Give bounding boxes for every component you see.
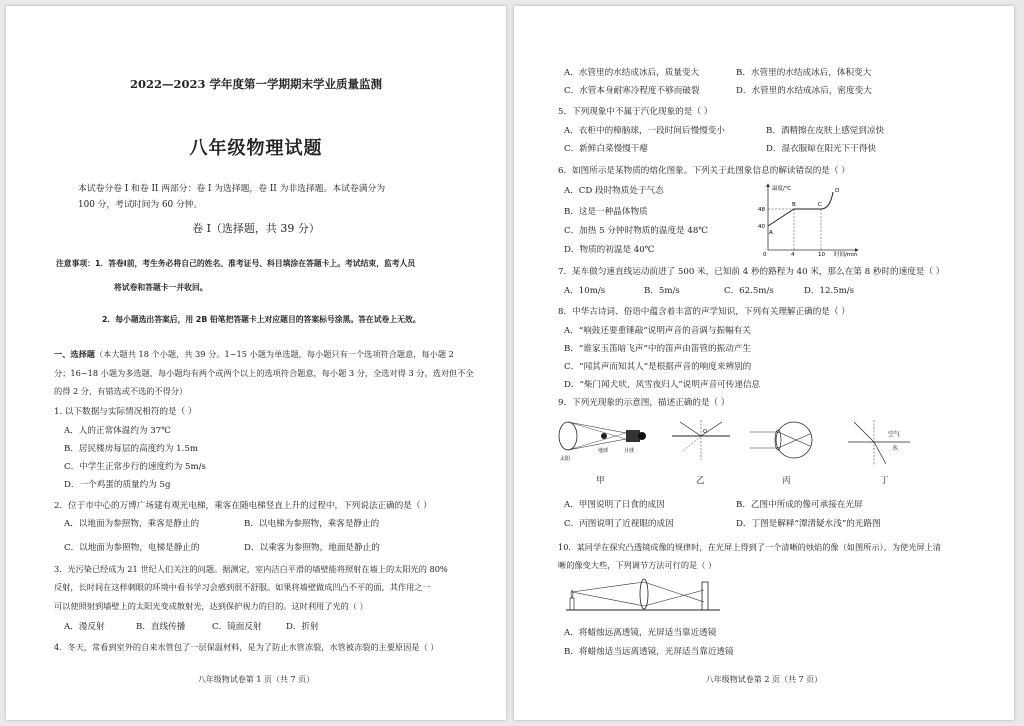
q7-option-b: B．5m/s [644, 286, 680, 296]
label-sun: 太阳 [560, 456, 571, 462]
q2-option-a: A．以地面为参照物，乘客是静止的 [64, 519, 200, 529]
q9-label-ding: 丁 [880, 476, 889, 486]
q9-option-a: A．甲图说明了日食的成因 [564, 500, 665, 510]
exam-page-1 [6, 6, 506, 720]
eyeball-shape [776, 422, 812, 458]
x-axis-label: 时间/min [834, 252, 858, 258]
convex-lens [640, 579, 648, 609]
notes-line-3: 2．每小题选出答案后，用 2B 铅笔把答题卡上对应题目的答案标号涂黑。答在试卷上无效。 [102, 315, 421, 324]
q9-option-b: B．乙图中所成的像可承接在光屏 [736, 500, 863, 510]
q7-stem: 7．某车做匀速直线运动前进了 500 米，已知前 4 秒的路程为 40 米，那么在第 8 秒时的速度是（ ） [558, 267, 945, 277]
label-earth: 地球 [598, 448, 609, 454]
intro-line-2: 100 分，考试时间为 60 分钟。 [78, 200, 203, 210]
q10-optical-bench [564, 576, 724, 618]
point-c-label: C [818, 202, 822, 208]
q10-option-b: B．将蜡烛适当远离透镜，光屏适当靠近透镜 [564, 647, 734, 657]
q9-figure-ding [844, 416, 914, 468]
q9-figure-bing [746, 416, 826, 466]
q6-stem: 6．如图所示是某物质的熔化图象。下列关于此图象信息的解读错误的是（ ） [558, 166, 850, 176]
q8-option-c: C．“闻其声而知其人”是根据声音的响度来辨别的 [564, 362, 752, 372]
lens-ray-2 [572, 592, 644, 606]
eye-ray-4 [778, 434, 810, 448]
q9-label-yi: 乙 [696, 476, 705, 486]
q6-melting-graph [754, 178, 864, 258]
q5-option-a: A．衣柜中的樟脑球，一段时间后慢慢变小 [564, 126, 725, 136]
q9-figure-jia [554, 416, 654, 462]
y-tick-40: 40 [758, 224, 765, 230]
part-desc-3: 的得 2 分，有错选或不选的不得分） [54, 386, 188, 396]
candle-shape [570, 598, 574, 610]
q9-stem: 9．下列光现象的示意图，描述正确的是（ ） [558, 398, 730, 408]
q5-option-c: C．新鲜白菜慢慢干瘪 [564, 144, 648, 154]
part-heading [54, 349, 454, 360]
q9-label-jia: 甲 [596, 476, 605, 486]
ray-in-water [874, 442, 886, 464]
light-screen [702, 582, 708, 610]
q5-option-b: B．酒精擦在皮肤上感觉到凉快 [766, 126, 885, 136]
q3-stem-2: 反射，长时间在这样刺眼的环境中看书学习会感到很不舒服。如果将墙壁做成凹凸不平的面，其作用之一 [54, 582, 431, 592]
q2-option-d: D．以乘客为参照物，地面是静止的 [244, 543, 380, 553]
q2-stem: 2．位于市中心的万博广场建有观光电梯，乘客在随电梯竖直上升的过程中，下列说法正确的是（ ） [54, 501, 432, 511]
q2-option-c: C．以地面为参照物，电梯是静止的 [64, 543, 200, 553]
q4-option-b: B．水管里的水结成冰后，体积变大 [736, 68, 872, 78]
q4-option-d: D．水管里的水结成冰后，密度变大 [736, 86, 872, 96]
lens-ray-3 [644, 582, 704, 602]
q7-option-a: A．10m/s [564, 286, 606, 296]
part-desc-2: 分；16~18 小题为多选题，每小题均有两个或两个以上的选项符合题意，每小题 3 分，全选对得 3 分，选对但不全 [54, 368, 474, 378]
intro-line-1: 本试卷分卷 I 和卷 II 两部分：卷 I 为选择题，卷 II 为非选择题。本试卷满分为 [78, 184, 386, 194]
q1-option-b: B．居民楼房每层的高度约为 1.5m [64, 444, 198, 454]
q8-option-b: B．“谁家玉笛暗飞声”中的笛声由笛管的振动产生 [564, 344, 751, 354]
q2-option-b: B．以电梯为参照物，乘客是静止的 [244, 519, 380, 529]
earth-shape [601, 433, 607, 439]
label-moon: 月球 [624, 448, 635, 454]
x-tick-10: 10 [818, 252, 825, 258]
q3-stem-1: 3．光污染已经成为 21 世纪人们关注的问题。据测定，室内洁白平滑的墙壁能将照射在墙上的太阳光的 80% [54, 564, 448, 574]
q4-option-c: C．水管本身耐寒冷程度不够而破裂 [564, 86, 700, 96]
x-tick-0: 0 [763, 252, 767, 258]
q7-option-c: C．62.5m/s [724, 286, 774, 296]
q10-stem-2: 晰的像变大些，下列调节方法可行的是（ ） [558, 560, 717, 570]
q6-option-b: B．这是一种晶体物质 [564, 207, 648, 217]
melting-curve [768, 192, 833, 226]
q3-option-a: A．漫反射 [64, 622, 105, 632]
page-footer-1: 八年级物试卷第 1 页（共 7 页） [197, 675, 315, 684]
q1-option-d: D．一个鸡蛋的质量约为 5g [64, 480, 171, 490]
q9-option-d: D．丁图是解释“潭清疑水浅”的光路图 [736, 519, 881, 529]
exam-title: 八年级物理试题 [189, 138, 323, 159]
lens-ray-1 [572, 582, 644, 592]
y-tick-48: 48 [758, 207, 765, 213]
q1-stem: 1. 以下数据与实际情况相符的是（ ） [54, 407, 197, 417]
q1-option-a: A．人的正常体温约为 37℃ [64, 426, 171, 436]
q3-option-c: C．镜面反射 [212, 622, 262, 632]
page-footer-2: 八年级物试卷第 2 页（共 7 页） [705, 675, 823, 684]
q8-stem: 8．中华古诗词、俗语中蕴含着丰富的声学知识，下列有关理解正确的是（ ） [558, 307, 850, 317]
q7-option-d: D．12.5m/s [804, 286, 855, 296]
point-d-label: D [835, 188, 840, 194]
flame-shape [571, 590, 573, 598]
q9-label-bing: 丙 [782, 476, 791, 486]
exam-page-2 [514, 6, 1014, 720]
q4-stem: 4．冬天，常看到室外的自来水管包了一层保温材料，是为了防止水管冻裂，水管被冻裂的主要原因是（ ） [54, 642, 439, 652]
q9-option-c: C．丙图说明了近视眼的成因 [564, 519, 674, 529]
point-a-label: A [769, 230, 773, 236]
q8-option-d: D．“柴门闻犬吠，风雪夜归人”说明声音可传递信息 [564, 380, 761, 390]
incident-ray [680, 422, 701, 436]
label-water: 水 [892, 445, 899, 452]
section-heading: 卷 I（选择题，共 39 分） [192, 222, 320, 235]
moon-shape [638, 432, 646, 440]
q3-stem-3: 可以使照射到墙壁上的太阳光变成散射光，达到保护视力的目的。这时利用了光的（ ） [54, 601, 368, 611]
exam-header: 2022—2023 学年度第一学期期末学业质量监测 [129, 77, 382, 91]
sun-shape [559, 422, 577, 450]
q4-option-a: A．水管里的水结成冰后，质量变大 [564, 68, 700, 78]
notes-line-1: 注意事项：1．答卷Ⅰ前，考生务必将自己的姓名、准考证号、科目填涂在答题卡上。考试结束，监考人员 [56, 259, 416, 268]
ray-in-air [854, 422, 874, 442]
q5-stem: 5．下列现象中不属于汽化现象的是（ ） [558, 107, 713, 117]
q3-option-d: D．折射 [286, 622, 319, 632]
x-tick-4: 4 [791, 252, 795, 258]
q5-option-d: D．湿衣服晾在阳光下干得快 [766, 144, 877, 154]
virtual-ray [682, 436, 701, 452]
part-desc-1: （本大题共 18 个小题，共 39 分。1~15 小题为单选题，每小题只有一个选项符合题意，每小题 2 [94, 349, 454, 359]
q10-option-a: A．将蜡烛远离透镜，光屏适当靠近透镜 [564, 628, 717, 638]
q6-option-a: A．CD 段时物质处于气态 [564, 186, 664, 196]
q3-option-b: B．直线传播 [136, 622, 186, 632]
label-air: 空气 [888, 431, 901, 438]
q6-option-c: C．加热 5 分钟时物质的温度是 48℃ [564, 226, 708, 236]
point-b-label: B [792, 202, 796, 208]
q10-stem-1: 10．某同学在探究凸透镜成像的规律时，在光屏上得到了一个清晰的烛焰的像（如图所示），为使光屏上清 [558, 542, 941, 552]
moon-shadow [626, 430, 640, 442]
y-axis-label: 温度/℃ [772, 186, 792, 192]
label-o: O [703, 429, 707, 435]
q8-option-a: A．“响鼓还要重锤敲”说明声音的音调与振幅有关 [564, 326, 751, 336]
part-title: 一、选择题 [54, 349, 95, 359]
eye-ray-3 [778, 432, 810, 446]
lens-ray-4 [644, 590, 704, 606]
notes-line-2: 将试卷和答题卡一并收回。 [114, 283, 208, 292]
q6-option-d: D．物质的初温是 40℃ [564, 245, 655, 255]
q1-option-c: C．中学生正常步行的速度约为 5m/s [64, 462, 206, 472]
q9-figure-yi [666, 416, 736, 466]
